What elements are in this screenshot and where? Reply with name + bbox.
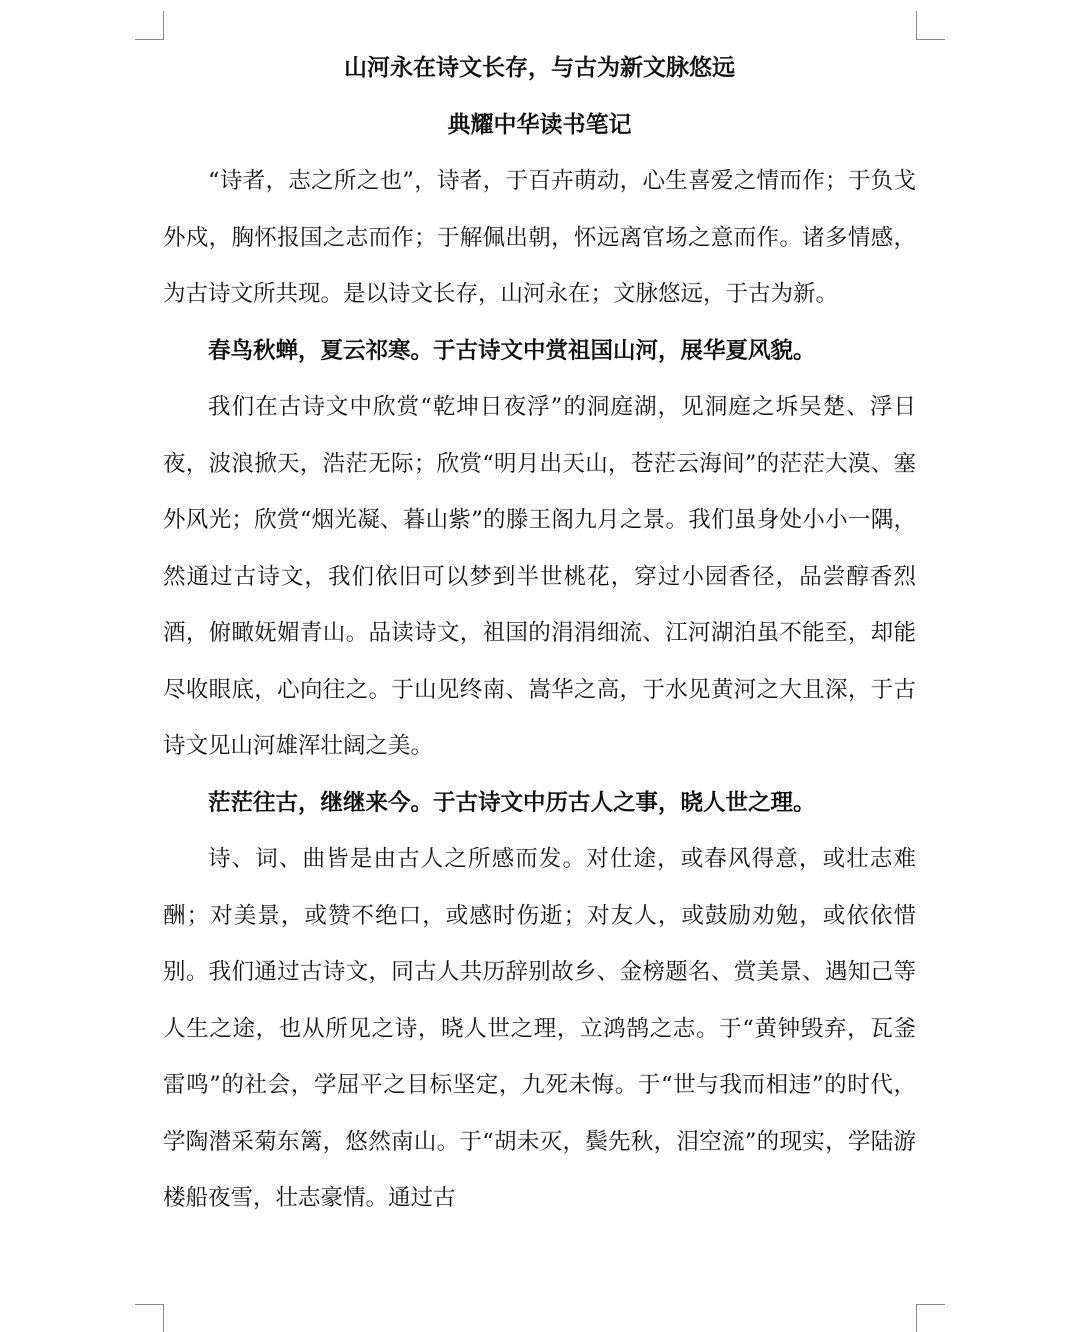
corner-mark-top-left (135, 11, 164, 40)
document-subtitle: 典耀中华读书笔记 (447, 110, 632, 138)
corner-mark-bottom-left (135, 1304, 164, 1332)
landscape-paragraph: 我们在古诗文中欣赏“乾坤日夜浮”的洞庭湖，见洞庭之坼吴楚、浮日夜，波浪掀天，浩茫无际；欣赏“明月出天山，苍茫云海间”的茫茫大漠、塞外风光；欣赏“烟光凝、暮山紫”的滕王阁九月之景。我们虽身处小小一隅，然通过古诗文，我们依旧可以梦到半世桃花，穿过小园香径，品尝醇香烈酒，俯瞰妩媚青山。品读诗文，祖国的涓涓细流、江河湖泊虽不能至，却能尽收眼底，心向往之。于山见终南、嵩华之高，于水见黄河之大且深，于古诗文见山河雄浑壮阔之美。 (163, 394, 916, 759)
history-paragraph: 诗、词、曲皆是由古人之所感而发。对仕途，或春风得意，或壮志难酬；对美景，或赞不绝口，或感时伤逝；对友人，或鼓励劝勉，或依依惜别。我们通过古诗文，同古人共历辞别故乡、金榜题名、赏美景、遇知己等人生之途，也从所见之诗，晓人世之理，立鸿鹄之志。于“黄钟毁弃，瓦釜雷鸣”的社会，学屈平之目标坚定，九死未悔。于“世与我而相违”的时代，学陶潜采菊东篱，悠然南山。于“胡未灭，鬓先秋，泪空流”的现实，学陆游楼船夜雪，壮志豪情。通过古 (163, 846, 916, 1211)
section-heading-history: 茫茫往古，继继来今。于古诗文中历古人之事，晓人世之理。 (208, 789, 816, 816)
document-title: 山河永在诗文长存，与古为新文脉悠远 (344, 54, 735, 81)
corner-mark-bottom-right (916, 1304, 945, 1332)
intro-paragraph: “诗者，志之所之也”，诗者，于百卉萌动，心生喜爱之情而作；于负戈外戍，胸怀报国之志而作；于解佩出朝，怀远离官场之意而作。诸多情感，为古诗文所共现。是以诗文长存，山河永在；文脉悠远，于古为新。 (163, 168, 916, 307)
section-heading-landscape: 春鸟秋蝉，夏云祁寒。于古诗文中赏祖国山河，展华夏风貌。 (208, 337, 816, 364)
corner-mark-top-right (916, 11, 945, 40)
document-body (163, 40, 916, 1227)
